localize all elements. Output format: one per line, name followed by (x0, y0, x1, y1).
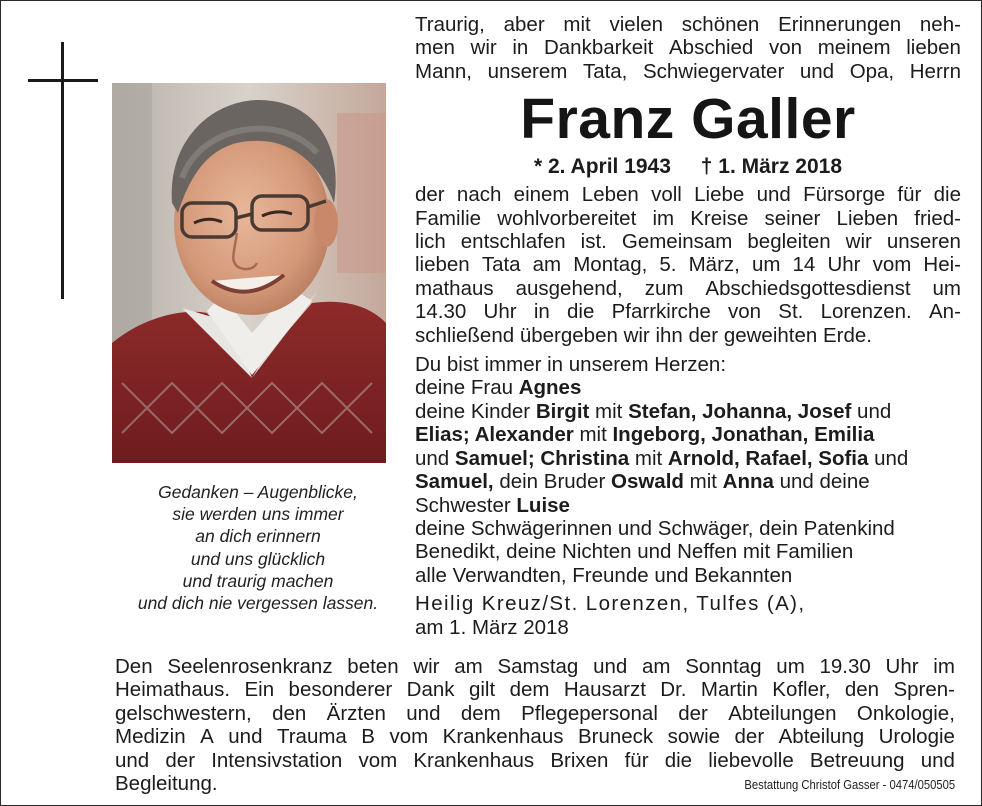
word: Mann, (415, 59, 472, 83)
poem-line: und dich nie vergessen lassen. (137, 593, 379, 614)
word: voll (651, 183, 682, 207)
word: Herrn (909, 59, 961, 83)
portrait-photo (112, 83, 386, 463)
family-text: und (851, 399, 892, 423)
word: Spren- (893, 678, 955, 702)
word: für (624, 748, 649, 772)
poem-line: und uns glücklich (190, 548, 326, 569)
family-siblings (415, 470, 961, 493)
word: Tata, (582, 59, 628, 83)
intro-line (415, 13, 961, 36)
word: Sonntag (685, 655, 762, 678)
word: Bruneck (577, 725, 654, 749)
word: am (532, 253, 562, 277)
notice-date: am 1. März 2018 (415, 615, 569, 639)
word: 14 (792, 253, 816, 277)
word: von (768, 36, 803, 60)
family-text: mit (589, 399, 629, 423)
word: sowie (667, 725, 721, 749)
word: Liebe (694, 183, 745, 207)
word: zum (644, 276, 684, 300)
body-line (415, 230, 961, 253)
word: von (727, 300, 762, 324)
family-name: Elias; Alexander (415, 423, 574, 447)
word: Montag, (573, 253, 648, 277)
word: der (678, 701, 708, 725)
word: aber (503, 13, 545, 36)
word: Traurig, (415, 13, 485, 36)
body-line (415, 207, 961, 230)
place: Heilig Kreuz/St. Lorenzen, Tulfes (A), (415, 592, 806, 616)
poem-line: sie werden uns immer (172, 504, 344, 525)
word: 14.30 (415, 300, 467, 324)
word: Erinnerungen (778, 13, 902, 36)
closing-line (115, 749, 955, 772)
family-text: dein Bruder (493, 470, 611, 494)
family-children-3 (415, 447, 961, 470)
word: Heimathaus. (115, 678, 231, 702)
word: und (920, 748, 955, 772)
word: Fürsorge (803, 183, 886, 207)
word: am (642, 655, 671, 678)
word: dem (509, 678, 550, 702)
word: im (652, 206, 675, 230)
word: wir (845, 230, 872, 254)
word: Ärzten (326, 701, 386, 725)
word: liebevolle (708, 748, 794, 772)
word: fried- (914, 206, 961, 230)
family-name: Arnold, Rafael, Sofia (667, 446, 869, 470)
word: wohlvorbereitet (497, 206, 637, 230)
word: Betreuung (809, 748, 905, 772)
family-name: Stefan, Johanna, Josef (628, 399, 852, 423)
closing-line: Begleitung. (115, 772, 218, 796)
word: neh- (919, 13, 961, 36)
word: und (756, 183, 791, 207)
word: lieben (906, 36, 961, 60)
word: Kreise (690, 206, 749, 230)
word: der (415, 183, 445, 207)
family-name: Samuel, (415, 470, 494, 494)
family-sister (415, 494, 961, 517)
body-line (415, 300, 961, 323)
word: begleiten (747, 230, 831, 254)
word: Brixen (550, 748, 609, 772)
word: Krankenhaus (442, 725, 564, 749)
word: 5. (659, 253, 677, 277)
word: Dank (406, 678, 455, 702)
word: Hei- (923, 253, 961, 277)
closing-line (115, 702, 955, 725)
family-text: und (415, 446, 455, 470)
family-text: deine Frau (415, 376, 519, 400)
word: Ein (244, 678, 275, 702)
word: wir (470, 36, 497, 60)
word: Uhr (827, 253, 861, 277)
word: men (415, 36, 455, 60)
family-name: Samuel; Christina (454, 446, 630, 470)
family-name: Birgit (535, 399, 590, 423)
family-name: Ingeborg, Jonathan, Emilia (612, 423, 875, 447)
family-children-2 (415, 423, 961, 446)
word: Uhr (885, 655, 919, 678)
word: meinem (817, 36, 891, 60)
family-text: mit (629, 446, 668, 470)
word: Pflegepersonal (521, 701, 658, 725)
word: mit (563, 13, 591, 36)
body-line: schließend übergeben wir ihn der geweihten Erde. (415, 323, 872, 347)
word: und (799, 59, 835, 83)
word: im (933, 655, 955, 678)
closing-text (115, 655, 955, 795)
word: vielen (609, 13, 664, 36)
word: in (533, 300, 550, 324)
word: die (664, 748, 693, 772)
body-line (415, 253, 961, 276)
poem-line: an dich erinnern (195, 526, 321, 547)
word: Trauma (276, 725, 347, 749)
family-name: Anna (722, 470, 774, 494)
poem (109, 481, 407, 614)
word: vom (389, 725, 429, 749)
family-text: Schwester (415, 493, 517, 517)
family-text: und (868, 446, 909, 470)
word: vom (358, 748, 398, 772)
relatives-line: alle Verwandten, Freunde und Bekannten (415, 563, 793, 587)
word: Urologie (878, 725, 955, 749)
notice-text (415, 13, 961, 639)
relatives-line: deine Schwägerinnen und Schwäger, dein Patenkind (415, 516, 895, 540)
deceased-name: Franz Galler (520, 87, 856, 152)
cross-icon-horizontal (28, 79, 98, 82)
word: den (844, 678, 880, 702)
word: Samstag (497, 655, 579, 678)
relatives-line: Benedikt, deine Nichten und Neffen mit Familien (415, 540, 854, 564)
word: und (228, 725, 263, 749)
family-text: deine Kinder (415, 399, 536, 423)
family-name: Luise (516, 493, 570, 517)
word: um (776, 655, 805, 678)
word: Krankenhaus (413, 748, 535, 772)
word: besonderer (288, 678, 393, 702)
word: Martin (700, 678, 758, 702)
word: beten (347, 655, 399, 678)
word: Lieben (836, 206, 899, 230)
word: Tata (481, 253, 521, 277)
word: unseren (886, 230, 961, 254)
word: Hausarzt (563, 678, 646, 702)
word: gelschwestern, (115, 701, 252, 725)
word: und (593, 655, 628, 678)
word: vom (872, 253, 912, 277)
family-wife (415, 376, 961, 399)
life-dates (415, 153, 961, 181)
word: am (454, 655, 483, 678)
word: der (165, 748, 196, 772)
word: Medizin (115, 725, 186, 749)
family-text: mit (683, 470, 723, 494)
birth-date: * 2. April 1943 (533, 155, 671, 179)
family-text: mit (573, 423, 613, 447)
word: Gemeinsam (621, 230, 733, 254)
word: Uhr (483, 300, 517, 324)
word: Onkologie, (856, 701, 955, 725)
word: dem (460, 701, 501, 725)
family-intro: Du bist immer in unserem Herzen: (415, 353, 727, 377)
closing-line (115, 655, 955, 678)
word: Dr. (660, 678, 687, 702)
word: Lorenzen. (820, 300, 912, 324)
word: seiner (764, 206, 821, 230)
intro-line (415, 60, 961, 83)
word: einem (513, 183, 570, 207)
word: März, (688, 253, 740, 277)
word: Schwiegervater (642, 59, 785, 83)
word: die (933, 183, 961, 207)
word: Abteilungen (728, 701, 837, 725)
word: entschlafen (460, 230, 566, 254)
word: den (272, 701, 307, 725)
word: gilt (468, 678, 496, 702)
word: Abschiedsgottesdienst (705, 276, 911, 300)
word: wir (413, 655, 440, 678)
word: Dankbarkeit (543, 36, 654, 60)
word: Opa, (849, 59, 895, 83)
intro-line (415, 36, 961, 59)
word: Pfarrkirche (611, 300, 711, 324)
word: um (751, 253, 781, 277)
death-date: † 1. März 2018 (700, 155, 843, 179)
word: Intensivstation (211, 748, 343, 772)
word: nach (456, 183, 502, 207)
word: für (897, 183, 922, 207)
word: ausgehend, (515, 276, 623, 300)
word: schönen (681, 13, 760, 36)
word: und (115, 748, 150, 772)
family-children-1 (415, 400, 961, 423)
word: Seelenrosenkranz (167, 655, 333, 678)
word: lieben (415, 253, 470, 277)
poem-line: und traurig machen (182, 570, 334, 591)
word: Den (115, 655, 153, 678)
word: lich (415, 230, 446, 254)
word: um (932, 276, 961, 300)
word: 19.30 (819, 655, 871, 678)
word: ist. (580, 230, 607, 254)
word: Abschied (669, 36, 754, 60)
word: B (361, 725, 375, 749)
closing-line (115, 678, 955, 701)
body-line (415, 277, 961, 300)
word: St. (778, 300, 804, 324)
word: mathaus (415, 276, 494, 300)
word: Kofler, (772, 678, 831, 702)
family-text: und deine (773, 470, 870, 494)
family-name: Agnes (518, 376, 582, 400)
word: A (200, 725, 214, 749)
word: in (512, 36, 529, 60)
funeral-home-footer: Bestattung Christof Gasser - 0474/050505 (744, 778, 955, 792)
closing-line (115, 725, 955, 748)
family-name: Oswald (611, 470, 684, 494)
word: An- (929, 300, 961, 324)
word: unserem (487, 59, 568, 83)
word: Familie (415, 206, 482, 230)
body-line (415, 183, 961, 206)
word: Leben (581, 183, 639, 207)
word: die (567, 300, 595, 324)
poem-line: Gedanken – Augenblicke, (158, 482, 358, 502)
word: Abteilung (778, 725, 865, 749)
word: und (406, 701, 441, 725)
word: der (734, 725, 765, 749)
